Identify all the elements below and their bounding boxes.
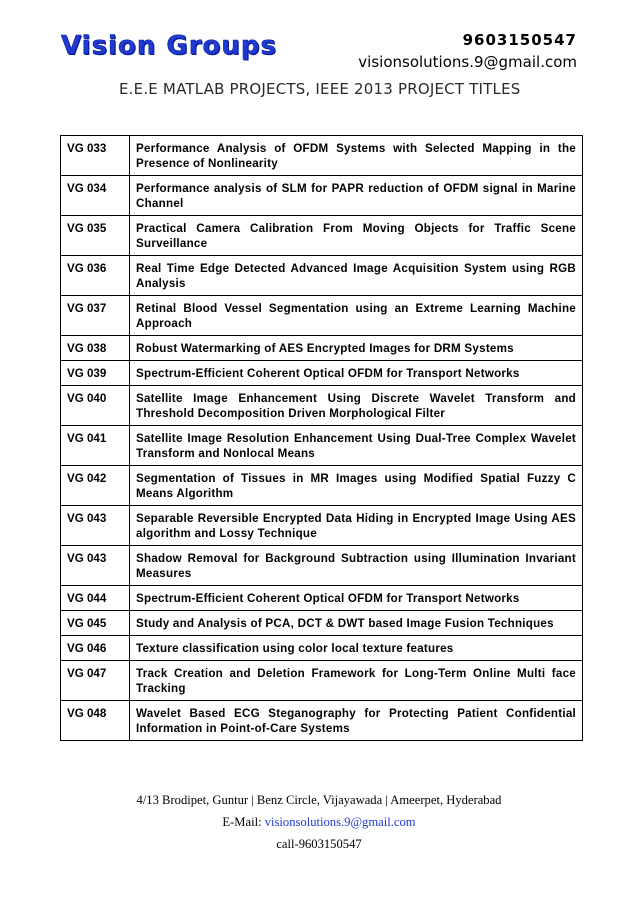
project-title: Wavelet Based ECG Steganography for Protecting Patient Confidential Information in Point-of-Care Systems [130, 701, 583, 741]
table-row [61, 636, 583, 661]
project-title: Shadow Removal for Background Subtraction using Illumination Invariant Measures [130, 546, 583, 586]
project-code: VG 036 [61, 256, 130, 296]
project-title: Separable Reversible Encrypted Data Hiding in Encrypted Image Using AES algorithm and Lossy Technique [130, 506, 583, 546]
project-title: Real Time Edge Detected Advanced Image Acquisition System using RGB Analysis [130, 256, 583, 296]
footer-email-label: E-Mail: [222, 815, 265, 829]
table-row [61, 611, 583, 636]
table-row [61, 701, 583, 741]
project-code: VG 035 [61, 216, 130, 256]
project-title: Segmentation of Tissues in MR Images using Modified Spatial Fuzzy C Means Algorithm [130, 466, 583, 506]
project-title: Spectrum-Efficient Coherent Optical OFDM for Transport Networks [130, 361, 583, 386]
project-code: VG 042 [61, 466, 130, 506]
project-title: Texture classification using color local texture features [130, 636, 583, 661]
project-code: VG 043 [61, 546, 130, 586]
project-title: Track Creation and Deletion Framework for Long-Term Online Multi face Tracking [130, 661, 583, 701]
project-code: VG 044 [61, 586, 130, 611]
project-title: Study and Analysis of PCA, DCT & DWT based Image Fusion Techniques [130, 611, 583, 636]
table-row [61, 256, 583, 296]
table-row [61, 426, 583, 466]
table-row [61, 296, 583, 336]
project-title: Satellite Image Resolution Enhancement Using Dual-Tree Complex Wavelet Transform and Nonlocal Means [130, 426, 583, 466]
project-title: Spectrum-Efficient Coherent Optical OFDM for Transport Networks [130, 586, 583, 611]
table-row [61, 661, 583, 701]
project-code: VG 043 [61, 506, 130, 546]
project-code: VG 039 [61, 361, 130, 386]
page-title: E.E.E MATLAB PROJECTS, IEEE 2013 PROJECT TITLES [119, 80, 521, 98]
table-row [61, 546, 583, 586]
footer-email-line [0, 812, 638, 832]
project-code: VG 045 [61, 611, 130, 636]
table-row [61, 586, 583, 611]
project-title: Robust Watermarking of AES Encrypted Images for DRM Systems [130, 336, 583, 361]
table-row [61, 336, 583, 361]
project-code: VG 048 [61, 701, 130, 741]
project-title: Performance Analysis of OFDM Systems with Selected Mapping in the Presence of Nonlinearity [130, 136, 583, 176]
project-title: Performance analysis of SLM for PAPR reduction of OFDM signal in Marine Channel [130, 176, 583, 216]
project-code: VG 046 [61, 636, 130, 661]
footer-address: 4/13 Brodipet, Guntur | Benz Circle, Vijayawada | Ameerpet, Hyderabad [136, 793, 502, 807]
project-code: VG 040 [61, 386, 130, 426]
project-code: VG 041 [61, 426, 130, 466]
table-row [61, 386, 583, 426]
project-code: VG 034 [61, 176, 130, 216]
project-title: Satellite Image Enhancement Using Discrete Wavelet Transform and Threshold Decomposition Driven Morphological Filter [130, 386, 583, 426]
table-row [61, 506, 583, 546]
project-code: VG 047 [61, 661, 130, 701]
table-row [61, 176, 583, 216]
company-logo: Vision Groups [61, 31, 278, 61]
project-rows [61, 136, 583, 741]
footer-email-link[interactable]: visionsolutions.9@gmail.com [264, 815, 416, 829]
project-title: Practical Camera Calibration From Moving Objects for Traffic Scene Surveillance [130, 216, 583, 256]
header-phone: 9603150547 [462, 31, 577, 49]
project-code: VG 037 [61, 296, 130, 336]
project-titles-table [60, 135, 583, 741]
project-title: Retinal Blood Vessel Segmentation using an Extreme Learning Machine Approach [130, 296, 583, 336]
table-row [61, 136, 583, 176]
header-email: visionsolutions.9@gmail.com [358, 53, 577, 71]
table-row [61, 361, 583, 386]
project-code: VG 038 [61, 336, 130, 361]
project-code: VG 033 [61, 136, 130, 176]
footer-call: call-9603150547 [276, 837, 362, 851]
table-row [61, 216, 583, 256]
table-row [61, 466, 583, 506]
